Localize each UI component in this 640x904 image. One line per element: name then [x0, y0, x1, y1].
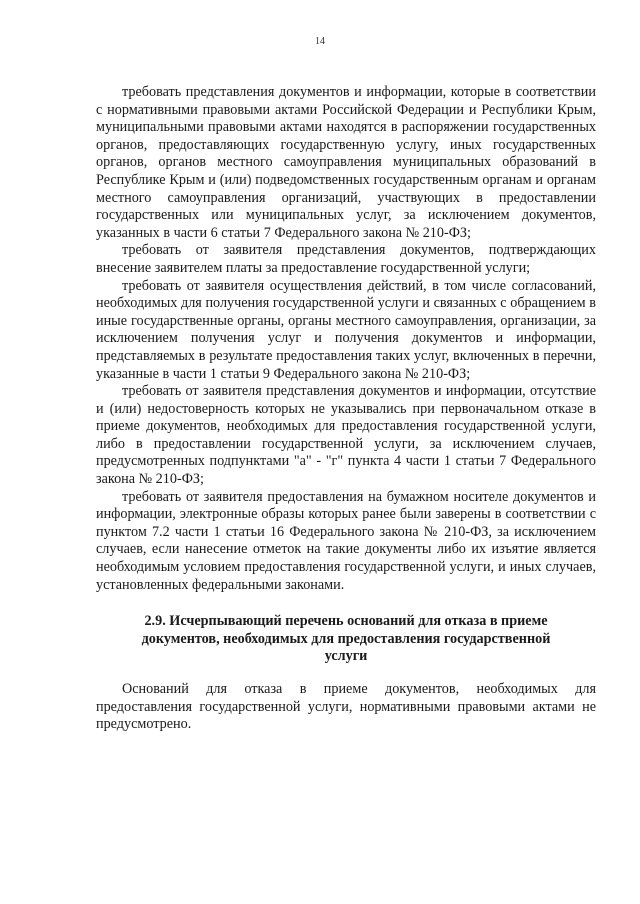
paragraph: требовать представления документов и информации, которые в соответствии с нормативными правовыми актами Российской Федерации и Республики Крым, муниципальными правовыми актами находятся в распоряжении государственных органов, предоставляющих государственную услугу, иных государственных органов, органов местного самоуправления муниципальных образований в Республике Крым и (или) подведомственных государственным органам и органам местного самоуправления организаций, участвующих в предоставлении государственных или муниципальных услуг, за исключением документов, указанных в части 6 статьи 7 Федерального закона № 210-ФЗ; [96, 84, 596, 241]
paragraph: требовать от заявителя предоставления на бумажном носителе документов и информации, электронные образы которых ранее были заверены в соответствии с пунктом 7.2 части 1 статьи 16 Федерального закона № 210-ФЗ, за исключением случаев, если нанесение отметок на такие документы либо их изъятие является необходимым условием предоставления государственной услуги, и иных случаев, установленных федеральными законами. [96, 488, 596, 593]
paragraph: требовать от заявителя осуществления действий, в том числе согласований, необходимых для получения государственной услуги и связанных с обращением в иные государственные органы, органы местного самоуправления, организации, за исключением получения услуг и получения документов и информации, представляемых в результате предоставления таких услуг, включенных в перечни, указанные в части 1 статьи 9 Федерального закона № 210-ФЗ; [96, 277, 596, 382]
paragraph: требовать от заявителя представления документов, подтверждающих внесение заявителем платы за предоставление государственной услуги; [96, 242, 596, 276]
section-heading: 2.9. Исчерпывающий перечень оснований для отказа в приеме документов, необходимых для предоставления государственной услуги [141, 613, 551, 665]
final-paragraph: Оснований для отказа в приеме документов, необходимых для предоставления государственной услуги, нормативными правовыми актами не предусмотрено. [96, 681, 596, 733]
page-number: 14 [315, 36, 325, 47]
paragraph: требовать от заявителя представления документов и информации, отсутствие и (или) недостоверность которых не указывались при первоначальном отказе в приеме документов, необходимых для предоставления государственной услуги, либо в предоставлении государственной услуги, за исключением случаев, предусмотренных подпунктами "а" - "г" пункта 4 части 1 статьи 7 Федерального закона № 210-ФЗ; [96, 383, 596, 488]
document-body [96, 84, 596, 734]
